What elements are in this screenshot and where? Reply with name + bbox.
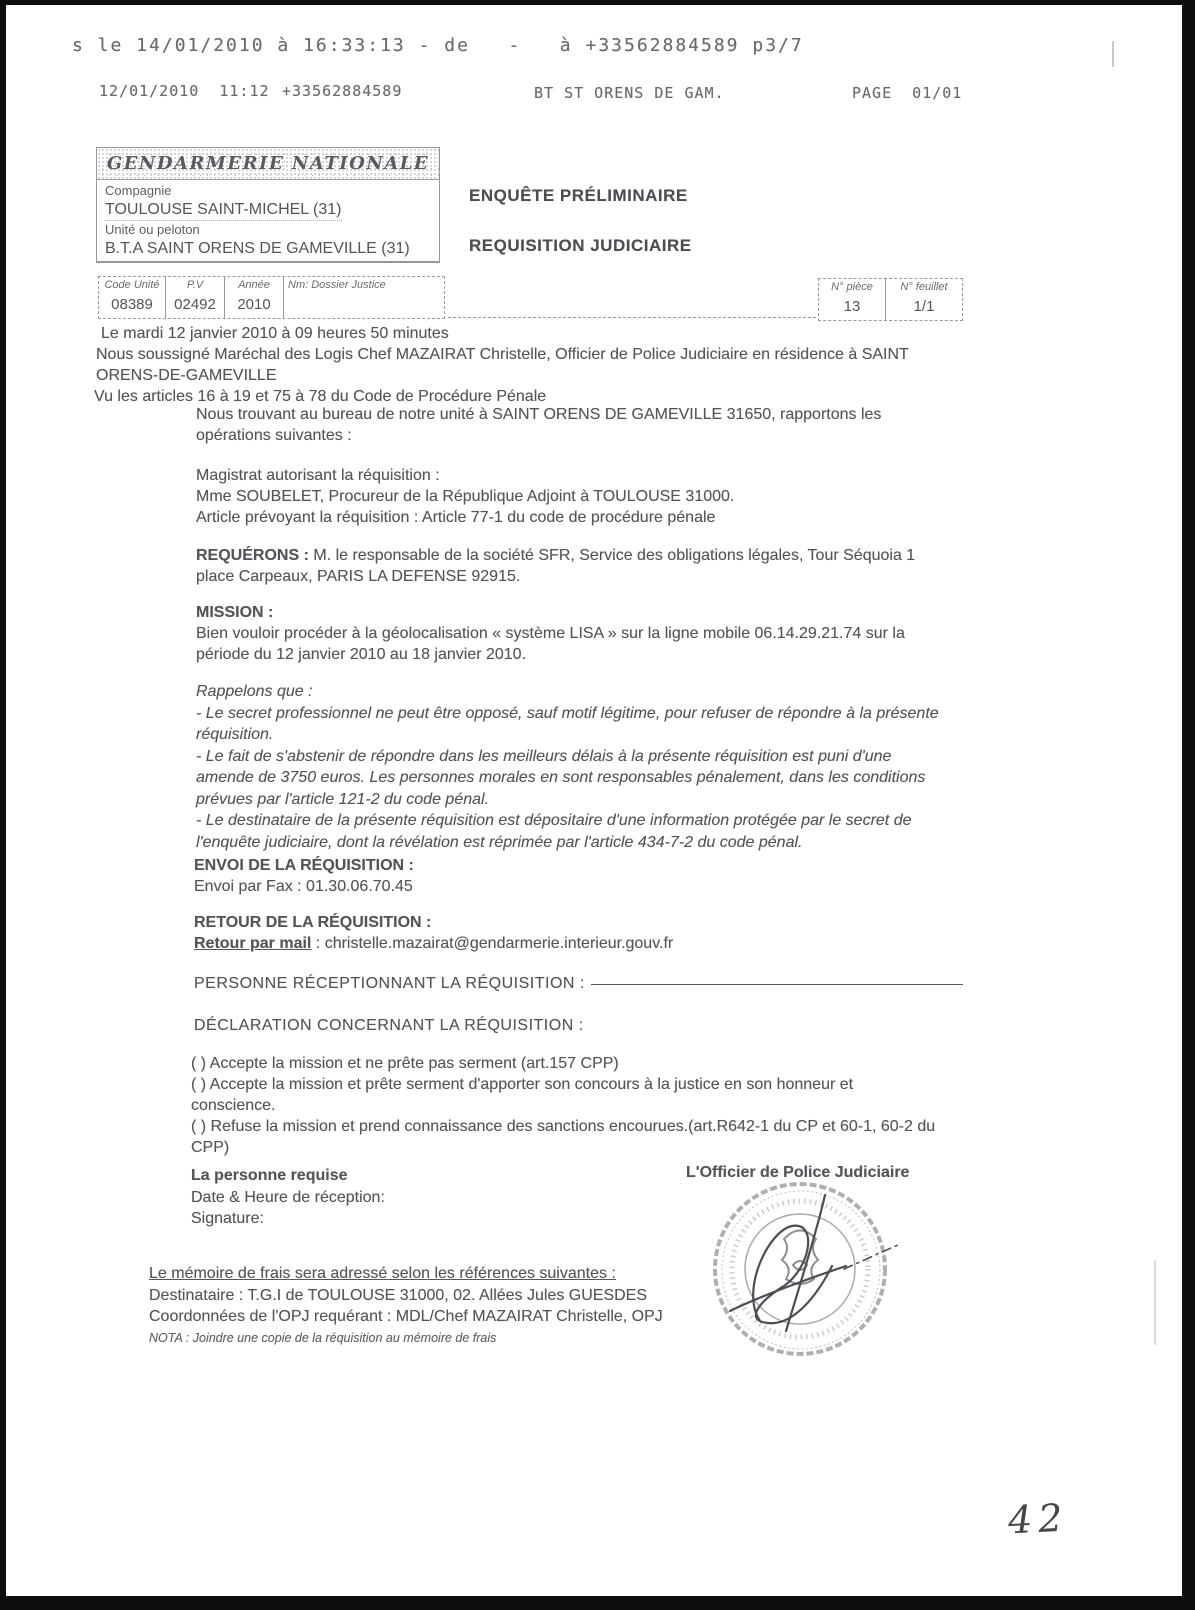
- ref-table: [98, 276, 445, 319]
- mission-label: MISSION :: [196, 604, 274, 621]
- scan-artifact: [1154, 1260, 1156, 1345]
- articles-line: Vu les articles 16 à 19 et 75 à 78 du Code de Procédure Pénale: [94, 388, 547, 405]
- magistrat-line1: Magistrat autorisant la réquisition :: [196, 467, 440, 484]
- requerons-text: M. le responsable de la société SFR, Service des obligations légales, Tour Séquoia 1 place Carpeaux, PARIS LA DEFENSE 92915.: [196, 547, 916, 585]
- requise-label: La personne requise: [191, 1167, 348, 1184]
- nota-line: NOTA : Joindre une copie de la réquisition au mémoire de frais: [149, 1331, 497, 1345]
- rappelons-label: Rappelons que :: [196, 683, 313, 700]
- dossier-value: [284, 293, 444, 299]
- option-refuse: ( ) Refuse la mission et prend connaissance des sanctions encourues.(art.R642-1 du CP et 60-1, 60-2 du CPP): [191, 1118, 936, 1156]
- fax-header-page: PAGE 01/01: [852, 84, 963, 102]
- pv-value: 02492: [174, 296, 216, 313]
- unit-label: Unité ou peloton: [105, 222, 200, 237]
- piece-table: [818, 278, 963, 321]
- doc-title-requisition: REQUISITION JUDICIAIRE: [469, 236, 692, 255]
- signature-label: Signature:: [191, 1210, 264, 1227]
- divider: [96, 261, 440, 262]
- rappelons-item: - Le destinataire de la présente réquisition est dépositaire d'une information protégée par le secret de l'enquête judiciaire, dont la révélation est réprimée par l'article 434-7-2 du code pénal.: [196, 812, 912, 851]
- unit-value: B.T.A SAINT ORENS DE GAMEVILLE (31): [105, 240, 410, 257]
- fax-header-datetime: 12/01/2010 11:12: [99, 82, 270, 100]
- envoi-text: Envoi par Fax : 01.30.06.70.45: [194, 878, 413, 895]
- date-line: Le mardi 12 janvier 2010 à 09 heures 50 minutes: [101, 325, 449, 342]
- personne-line: [194, 973, 963, 994]
- mission-text: Bien vouloir procéder à la géolocalisation « système LISA » sur la ligne mobile 06.14.29.21.74 sur la période du 12 janvier 2010 au 18 janvier 2010.: [196, 625, 905, 663]
- option-accept-no-oath: ( ) Accepte la mission et ne prête pas serment (art.157 CPP): [191, 1055, 619, 1072]
- declaration-label: DÉCLARATION CONCERNANT LA RÉQUISITION :: [194, 1017, 584, 1034]
- company-label: Compagnie: [105, 183, 172, 198]
- unit-header-box: [96, 147, 440, 263]
- rappelons-item: - Le fait de s'abstenir de répondre dans les meilleurs délais à la présente réquisition est puni d'une amende de 3750 euros. Les personnes morales en sont responsables pénalement, dans les conditions prévues par l'article 121-2 du code pénal.: [196, 747, 926, 808]
- col-annee: Année: [238, 279, 270, 291]
- doc-title-enquete: ENQUÊTE PRÉLIMINAIRE: [469, 186, 688, 205]
- officier-label: L'Officier de Police Judiciaire: [686, 1164, 910, 1181]
- piece-value: 13: [843, 298, 861, 315]
- reception-label: Date & Heure de réception:: [191, 1189, 385, 1206]
- retour-mail-label: Retour par mail: [194, 935, 312, 952]
- handwritten-page-number: 42: [1006, 1495, 1070, 1543]
- fax-header-number: +33562884589: [282, 82, 403, 100]
- envoi-label: ENVOI DE LA RÉQUISITION :: [194, 857, 414, 874]
- col-pv: P.V: [186, 279, 204, 291]
- retour-mail-line: [194, 933, 673, 954]
- officer-line: Nous soussigné Maréchal des Logis Chef MAZAIRAT Christelle, Officier de Police Judiciaire en résidence à SAINT ORENS-DE-GAMEVILLE: [96, 346, 909, 384]
- annee-value: 2010: [237, 296, 271, 313]
- col-piece: N° pièce: [831, 281, 873, 293]
- col-code-unite: Code Unité: [104, 279, 160, 291]
- org-title: GENDARMERIE NATIONALE: [97, 148, 439, 180]
- memoire-line: Le mémoire de frais sera adressé selon les références suivantes :: [149, 1265, 616, 1282]
- coordonnees-line: Coordonnées de l'OPJ requérant : MDL/Chef MAZAIRAT Christelle, OPJ: [149, 1308, 663, 1325]
- option-accept-oath: ( ) Accepte la mission et prête serment d'apporter son concours à la justice en son honneur et conscience.: [191, 1076, 854, 1114]
- rappelons-item: - Le secret professionnel ne peut être opposé, sauf motif légitime, pour refuser de répondre à la présente réquisition.: [196, 704, 939, 743]
- magistrat-line3: Article prévoyant la réquisition : Article 77-1 du code de procédure pénale: [196, 509, 716, 526]
- code-unite-value: 08389: [111, 296, 153, 313]
- fax-header-station: BT ST ORENS DE GAM.: [534, 84, 725, 102]
- company-value: TOULOUSE SAINT-MICHEL (31): [105, 199, 342, 221]
- destinataire-line: Destinataire : T.G.I de TOULOUSE 31000, 02. Allées Jules GUESDES: [149, 1287, 648, 1304]
- scan-artifact: [1112, 41, 1114, 67]
- col-dossier: Nm: Dossier Justice: [288, 279, 386, 291]
- feuillet-value: 1/1: [913, 298, 935, 315]
- requerons-label: REQUÉRONS :: [196, 547, 309, 564]
- retour-mail-value: : christelle.mazairat@gendarmerie.interieur.gouv.fr: [311, 935, 674, 952]
- col-feuillet: N° feuillet: [900, 281, 948, 293]
- divider: [448, 317, 816, 318]
- magistrat-block: [196, 465, 734, 528]
- gendarmerie-stamp: [698, 1173, 910, 1359]
- requerons-paragraph: [196, 545, 936, 587]
- retour-label: RETOUR DE LA RÉQUISITION :: [194, 914, 432, 931]
- fax-header-line1: s le 14/01/2010 à 16:33:13 - de - à +33562884589 p3/7: [72, 35, 804, 56]
- magistrat-line2: Mme SOUBELET, Procureur de la République Adjoint à TOULOUSE 31000.: [196, 488, 735, 505]
- rappelons-block: [196, 681, 944, 853]
- bureau-line: Nous trouvant au bureau de notre unité à SAINT ORENS DE GAMEVILLE 31650, rapportons les opérations suivantes :: [196, 406, 882, 444]
- blank-fill-line: [591, 984, 963, 985]
- personne-label: PERSONNE RÉCEPTIONNANT LA RÉQUISITION :: [194, 975, 585, 992]
